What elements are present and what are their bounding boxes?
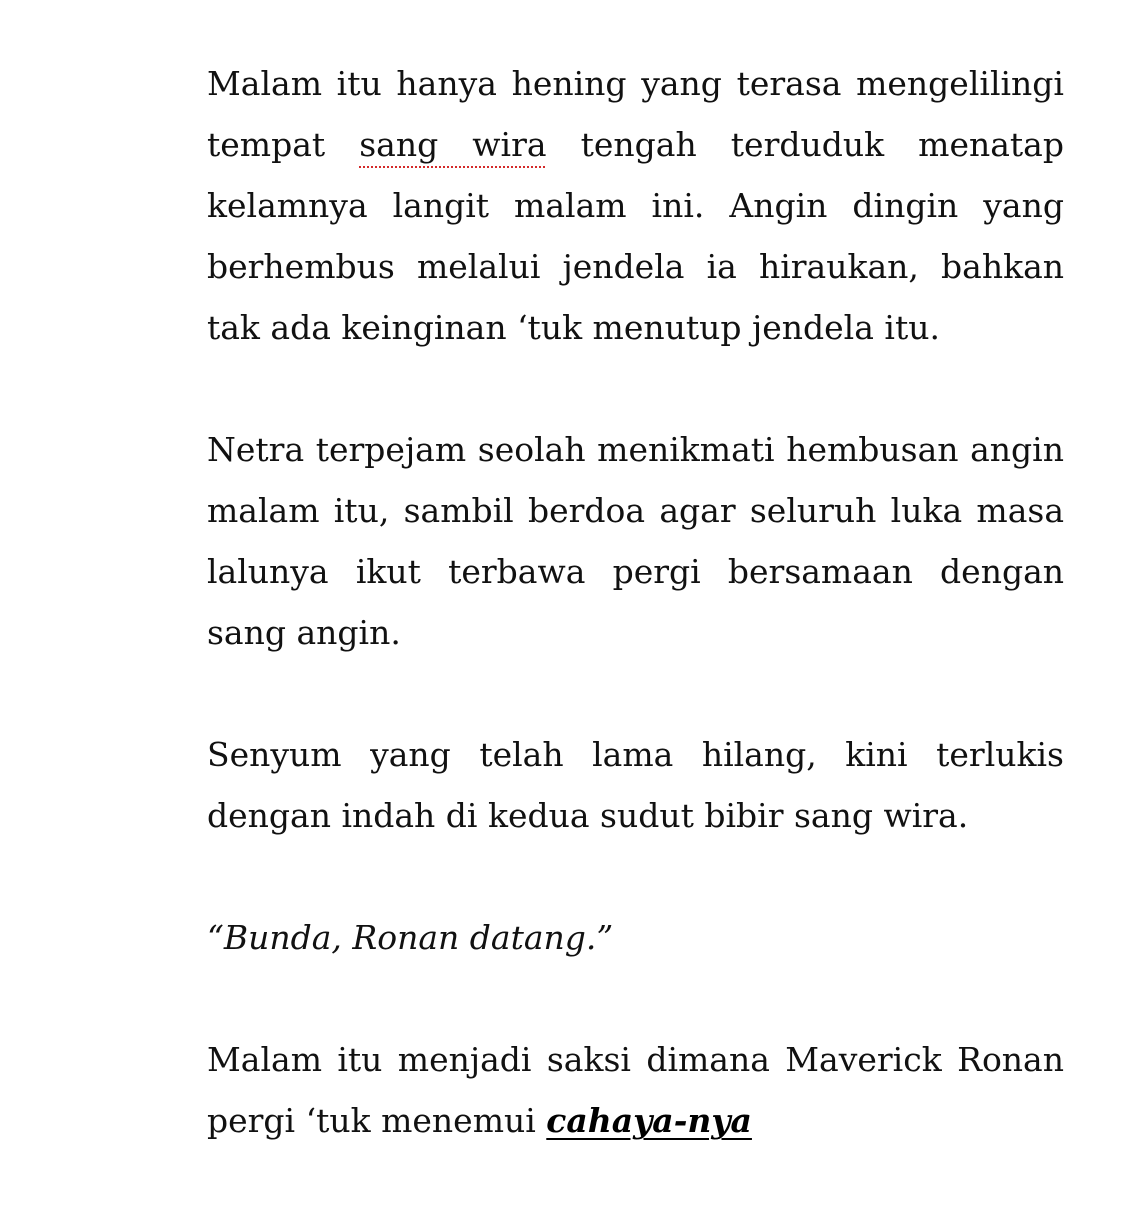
spellcheck-flagged-word[interactable]: sang wira <box>359 125 547 164</box>
paragraph-2-text: Netra terpejam seolah menikmati hembusan angin malam itu, sambil berdoa agar seluruh luka masa lalunya ikut terbawa pergi bersamaan dengan sang angin. <box>207 430 1064 652</box>
paragraph-2 <box>207 419 1064 663</box>
paragraph-5 <box>207 1029 1064 1151</box>
paragraph-1-text-b: tengah terduduk menatap kelamnya langit malam ini. Angin dingin yang berhembus melalui jendela ia hiraukan, bahkan tak ada keinginan ‘tuk menutup jendela itu. <box>207 125 1064 347</box>
paragraph-3-text: Senyum yang telah lama hilang, kini terlukis dengan indah di kedua sudut bibir sang wira. <box>207 735 1064 835</box>
paragraph-4-dialogue <box>207 907 1064 968</box>
paragraph-1 <box>207 53 1064 358</box>
paragraph-1-text-a: Malam itu hanya hening yang terasa mengelilingi tempat <box>207 64 1064 164</box>
paragraph-5-text: Malam itu menjadi saksi dimana Maverick Ronan pergi ‘tuk menemui <box>207 1040 1064 1140</box>
document-body[interactable] <box>207 53 1064 1212</box>
dialogue-text: “Bunda, Ronan datang.” <box>207 918 614 957</box>
emphasized-word: cahaya-nya <box>546 1101 752 1140</box>
paragraph-3 <box>207 724 1064 846</box>
